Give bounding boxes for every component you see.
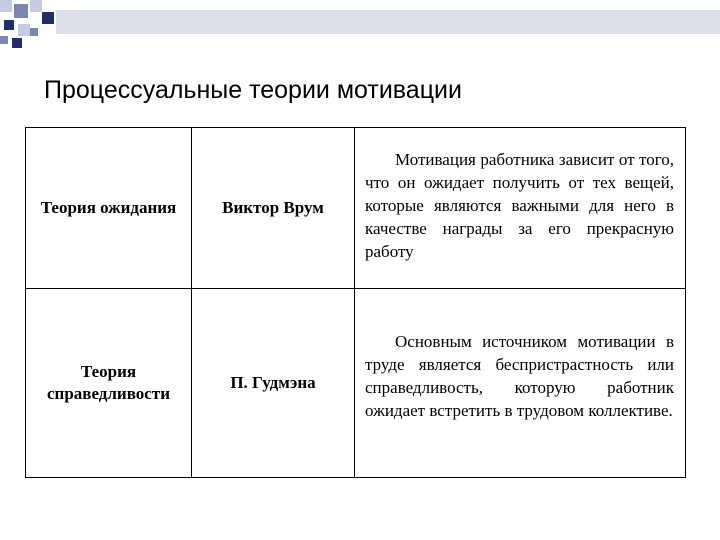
theories-table: [25, 127, 686, 478]
theory-description-text: Мотивация работника зависит от того, что он ожидает получить от тех вещей, которые являются важными для него в качестве награды за его прекрасную работу: [365, 149, 674, 261]
theory-description-text: Основным источником мотивации в труде является беспристрастность или справедливость, которую работник ожидает встретить в трудовом коллективе.: [365, 332, 674, 420]
table-row: [26, 128, 686, 289]
decorative-squares-pattern: [0, 0, 720, 48]
theory-description-cell: [355, 128, 686, 289]
table-row: [26, 289, 686, 478]
theory-author-cell: Виктор Врум: [192, 128, 355, 289]
theory-author-cell: П. Гудмэна: [192, 289, 355, 478]
theory-name-cell: Теория ожидания: [26, 128, 192, 289]
slide-title: Процессуальные теории мотивации: [44, 76, 462, 104]
theory-name-cell: Теория справедливости: [26, 289, 192, 478]
theory-description-cell: [355, 289, 686, 478]
header-decoration: [0, 0, 720, 48]
